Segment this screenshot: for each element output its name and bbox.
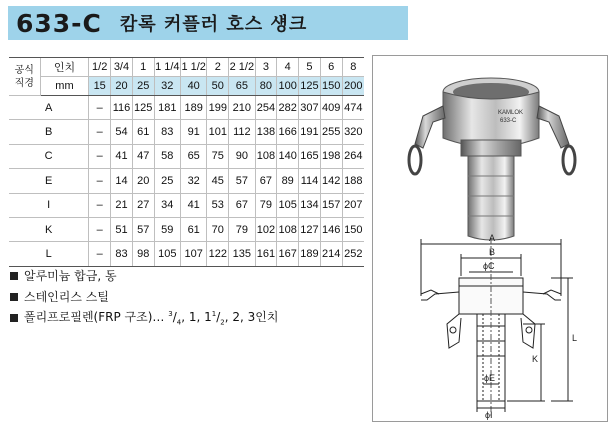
material-list bbox=[10, 265, 278, 328]
dimension-value: 252 bbox=[342, 242, 364, 266]
dimension-code: K bbox=[9, 217, 89, 241]
dimension-value: 83 bbox=[154, 120, 180, 144]
mm-size-cell: 40 bbox=[181, 77, 207, 96]
dimension-value: 191 bbox=[299, 120, 321, 144]
material-item-frp bbox=[10, 307, 278, 328]
frp-text: 폴리프로필렌(FRP 구조)… $^3/_4$, 1, $1^1/_2$, 2, 3인치 bbox=[24, 310, 279, 327]
inch-size-cell: 1/2 bbox=[89, 58, 111, 77]
dimension-value: 70 bbox=[207, 217, 229, 241]
dimension-code: B bbox=[9, 120, 89, 144]
dimension-value: 150 bbox=[342, 217, 364, 241]
coupler-photo bbox=[409, 78, 575, 240]
spec-table bbox=[9, 57, 364, 267]
dimension-code: A bbox=[9, 96, 89, 120]
dimension-value: 166 bbox=[277, 120, 299, 144]
mm-size-cell: 65 bbox=[229, 77, 255, 96]
mm-size-cell: 200 bbox=[342, 77, 364, 96]
dimension-value: 189 bbox=[181, 96, 207, 120]
dimension-value: 254 bbox=[255, 96, 277, 120]
dimension-value: 474 bbox=[342, 96, 364, 120]
dimension-row bbox=[9, 217, 364, 241]
dimension-value: – bbox=[89, 169, 111, 193]
inch-size-cell: 1 1/2 bbox=[181, 58, 207, 77]
dimension-value: 138 bbox=[255, 120, 277, 144]
dimension-value: 34 bbox=[154, 193, 180, 217]
dimension-value: 45 bbox=[207, 169, 229, 193]
bullet-square-icon bbox=[10, 314, 18, 322]
dimension-value: 27 bbox=[132, 193, 154, 217]
product-photo-and-drawing bbox=[373, 56, 609, 423]
dimension-value: 41 bbox=[181, 193, 207, 217]
dimension-value: 67 bbox=[229, 193, 255, 217]
material-text: 알루미늄 합금, 동 bbox=[24, 269, 117, 283]
frp-fraction-1-den: 4 bbox=[176, 318, 182, 327]
bullet-square-icon bbox=[10, 272, 18, 280]
inch-size-cell: 1 bbox=[132, 58, 154, 77]
dimension-value: 167 bbox=[277, 242, 299, 266]
dimension-value: 210 bbox=[229, 96, 255, 120]
dimension-value: 264 bbox=[342, 144, 364, 168]
bullet-square-icon bbox=[10, 293, 18, 301]
dimension-code: I bbox=[9, 193, 89, 217]
frp-fraction-2-den: 2 bbox=[220, 318, 225, 327]
dimension-value: 122 bbox=[207, 242, 229, 266]
inch-size-cell: 4 bbox=[277, 58, 299, 77]
dimension-value: 98 bbox=[132, 242, 154, 266]
dimension-value: – bbox=[89, 217, 111, 241]
dimension-value: 61 bbox=[132, 120, 154, 144]
dimension-row bbox=[9, 144, 364, 168]
dimension-value: 25 bbox=[154, 169, 180, 193]
dimension-value: – bbox=[89, 193, 111, 217]
mm-size-cell: 100 bbox=[277, 77, 299, 96]
mm-size-cell: 25 bbox=[132, 77, 154, 96]
dimension-value: 54 bbox=[111, 120, 133, 144]
dimension-value: 108 bbox=[255, 144, 277, 168]
mm-size-cell: 50 bbox=[207, 77, 229, 96]
inch-size-cell: 3 bbox=[255, 58, 277, 77]
dimension-value: 91 bbox=[181, 120, 207, 144]
dimension-row bbox=[9, 193, 364, 217]
frp-prefix: 폴리프로필렌(FRP 구조)… bbox=[24, 310, 169, 325]
mm-size-cell: 150 bbox=[320, 77, 342, 96]
mm-size-row bbox=[9, 77, 364, 96]
material-item bbox=[10, 265, 278, 286]
engraving-text-2: 633-C bbox=[500, 118, 517, 124]
material-item bbox=[10, 286, 278, 307]
dimension-value: 20 bbox=[132, 169, 154, 193]
dimension-value: 41 bbox=[111, 144, 133, 168]
dimension-value: 161 bbox=[255, 242, 277, 266]
dimension-value: 116 bbox=[111, 96, 133, 120]
dim-label-c: ϕC bbox=[483, 261, 495, 271]
dimension-value: 47 bbox=[132, 144, 154, 168]
title-bar bbox=[8, 6, 408, 40]
dimension-value: – bbox=[89, 120, 111, 144]
inch-size-cell: 2 1/2 bbox=[229, 58, 255, 77]
dimension-value: 140 bbox=[277, 144, 299, 168]
dimension-value: 320 bbox=[342, 120, 364, 144]
mm-size-cell: 15 bbox=[89, 77, 111, 96]
dim-label-a: A bbox=[489, 233, 496, 243]
dimension-value: 255 bbox=[320, 120, 342, 144]
dimension-code: L bbox=[9, 242, 89, 266]
dimension-value: 105 bbox=[277, 193, 299, 217]
dimension-value: 108 bbox=[277, 217, 299, 241]
dim-label-k: K bbox=[532, 354, 539, 364]
inch-unit-label: 인치 bbox=[40, 58, 89, 77]
inch-size-cell: 1 1/4 bbox=[154, 58, 180, 77]
nominal-diameter-label bbox=[9, 58, 40, 96]
dimension-row bbox=[9, 96, 364, 120]
product-figure bbox=[372, 55, 608, 422]
dimension-value: 214 bbox=[320, 242, 342, 266]
dimension-row bbox=[9, 242, 364, 266]
mm-unit-label: mm bbox=[40, 77, 89, 96]
dimension-value: – bbox=[89, 96, 111, 120]
frp-suffix: , 2, 3인치 bbox=[224, 310, 279, 325]
dimension-value: 142 bbox=[320, 169, 342, 193]
dimension-code: C bbox=[9, 144, 89, 168]
dimension-value: 61 bbox=[181, 217, 207, 241]
dimension-value: 57 bbox=[132, 217, 154, 241]
product-name: 캄록 커플러 호스 섕크 bbox=[119, 14, 308, 35]
inch-size-cell: 3/4 bbox=[111, 58, 133, 77]
dimension-value: 105 bbox=[154, 242, 180, 266]
dimension-value: 199 bbox=[207, 96, 229, 120]
frp-fraction-1-num: 3 bbox=[168, 310, 173, 319]
dimension-value: 57 bbox=[229, 169, 255, 193]
dimension-value: 79 bbox=[255, 193, 277, 217]
dimension-value: 157 bbox=[320, 193, 342, 217]
dim-label-i: ϕI bbox=[485, 410, 493, 420]
dimension-value: 14 bbox=[111, 169, 133, 193]
dimension-value: 32 bbox=[181, 169, 207, 193]
dimension-value: 409 bbox=[320, 96, 342, 120]
inch-size-cell: 6 bbox=[320, 58, 342, 77]
dimension-value: 102 bbox=[255, 217, 277, 241]
dimension-value: 207 bbox=[342, 193, 364, 217]
mm-size-cell: 32 bbox=[154, 77, 180, 96]
dimension-code: E bbox=[9, 169, 89, 193]
dimension-value: 165 bbox=[299, 144, 321, 168]
dimension-value: 146 bbox=[320, 217, 342, 241]
dim-label-b: B bbox=[489, 247, 496, 257]
dimension-value: 21 bbox=[111, 193, 133, 217]
dim-label-l: L bbox=[572, 333, 578, 343]
dimension-value: 181 bbox=[154, 96, 180, 120]
dimension-value: 127 bbox=[299, 217, 321, 241]
product-code: 633-C bbox=[16, 8, 102, 38]
dimension-value: – bbox=[89, 144, 111, 168]
dimension-value: 67 bbox=[255, 169, 277, 193]
dimension-value: 189 bbox=[299, 242, 321, 266]
dimension-value: 58 bbox=[154, 144, 180, 168]
frp-mid: , 1, 1 bbox=[181, 310, 212, 325]
engraving-text-1: KAMLOK bbox=[498, 110, 524, 116]
dimension-value: 59 bbox=[154, 217, 180, 241]
dimension-value: 125 bbox=[132, 96, 154, 120]
dimension-value: 90 bbox=[229, 144, 255, 168]
dimension-value: 79 bbox=[229, 217, 255, 241]
dimension-value: 83 bbox=[111, 242, 133, 266]
inch-size-cell: 5 bbox=[299, 58, 321, 77]
dimension-value: 307 bbox=[299, 96, 321, 120]
dimension-value: 112 bbox=[229, 120, 255, 144]
dimension-value: 51 bbox=[111, 217, 133, 241]
dimension-row bbox=[9, 169, 364, 193]
dimension-row bbox=[9, 120, 364, 144]
dimension-value: 114 bbox=[299, 169, 321, 193]
corner-label: 공식직경 bbox=[14, 64, 34, 89]
frp-fraction-2-num: 1 bbox=[211, 310, 217, 319]
dimension-value: 89 bbox=[277, 169, 299, 193]
dimension-value: – bbox=[89, 242, 111, 266]
dimension-drawing bbox=[421, 238, 573, 418]
dimension-value: 75 bbox=[207, 144, 229, 168]
mm-size-cell: 20 bbox=[111, 77, 133, 96]
dimension-value: 101 bbox=[207, 120, 229, 144]
dimension-value: 134 bbox=[299, 193, 321, 217]
mm-size-cell: 80 bbox=[255, 77, 277, 96]
dimension-value: 135 bbox=[229, 242, 255, 266]
dimension-value: 65 bbox=[181, 144, 207, 168]
mm-size-cell: 125 bbox=[299, 77, 321, 96]
dimension-value: 188 bbox=[342, 169, 364, 193]
inch-size-cell: 8 bbox=[342, 58, 364, 77]
dimension-value: 107 bbox=[181, 242, 207, 266]
dim-label-e: ϕE bbox=[484, 373, 496, 383]
dimension-value: 282 bbox=[277, 96, 299, 120]
inch-size-cell: 2 bbox=[207, 58, 229, 77]
dimension-value: 53 bbox=[207, 193, 229, 217]
inch-size-row bbox=[9, 58, 364, 77]
material-text: 스테인리스 스틸 bbox=[24, 290, 109, 304]
dimension-value: 198 bbox=[320, 144, 342, 168]
